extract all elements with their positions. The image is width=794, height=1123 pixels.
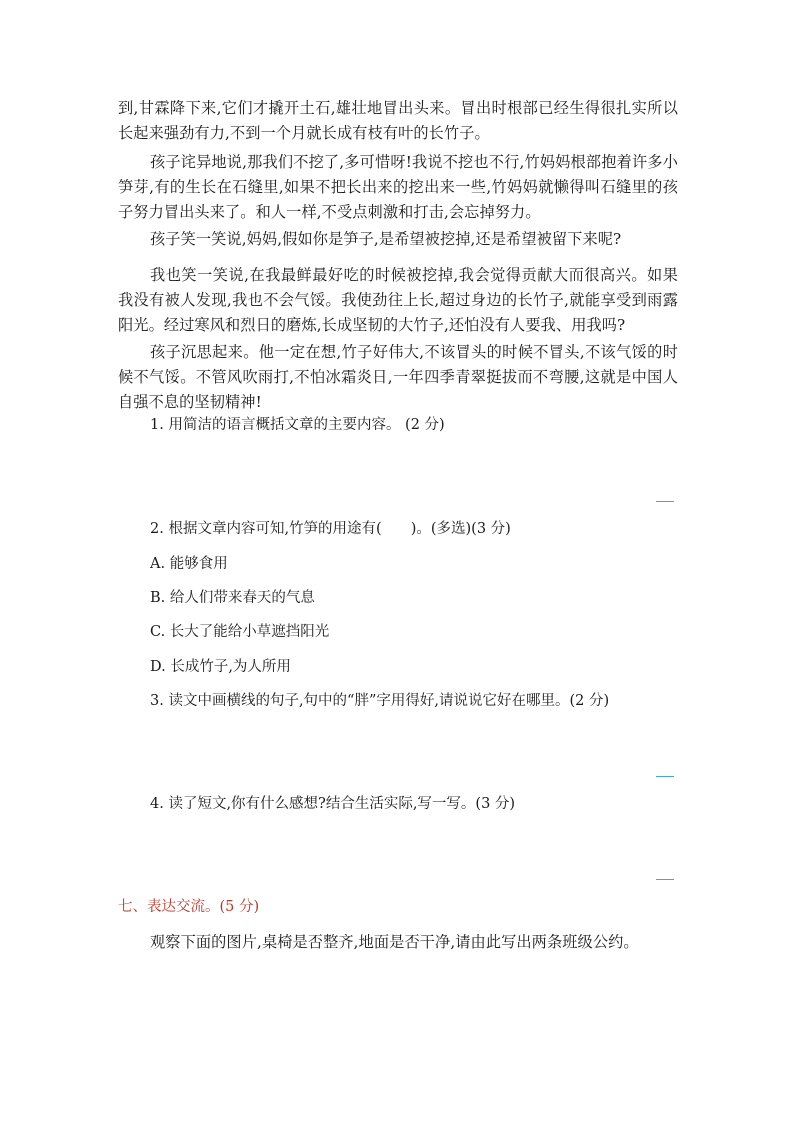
answer-line-3[interactable] bbox=[656, 776, 674, 777]
section-7-prompt: 观察下面的图片,桌椅是否整齐,地面是否干净,请由此写出两条班级公约。 bbox=[150, 933, 639, 951]
question-2: 2. 根据文章内容可知,竹笋的用途有( )。(多选)(3 分) bbox=[150, 521, 511, 537]
question-3: 3. 读文中画横线的句子,句中的“胖”字用得好,请说说它好在哪里。(2 分) bbox=[150, 693, 610, 709]
question-2-option-a[interactable]: A. 能够食用 bbox=[150, 556, 228, 572]
answer-line-4[interactable] bbox=[656, 879, 674, 880]
passage-paragraph-2: 孩子诧异地说,那我们不挖了,多可惜呀!我说不挖也不行,竹妈妈根部抱着许多小笋芽,有的生长在石缝里,如果不把长出来的挖出来一些,竹妈妈就懒得叫石缝里的孩子努力冒出头来了。和人一样,不受点刺激和打击,会忘掉努力。 bbox=[118, 153, 678, 221]
question-2-option-d[interactable]: D. 长成竹子,为人所用 bbox=[150, 659, 291, 675]
passage-paragraph-3: 孩子笑一笑说,妈妈,假如你是笋子,是希望被挖掉,还是希望被留下来呢? bbox=[150, 230, 622, 248]
passage-paragraph-4: 我也笑一笑说,在我最鲜最好吃的时候被挖掉,我会觉得贡献大而很高兴。如果我没有被人发现,我也不会气馁。我使劲往上长,超过身边的长竹子,就能享受到雨露阳光。经过寒风和烈日的磨炼,长成坚韧的大竹子,还怕没有人要我、用我吗? bbox=[118, 266, 678, 334]
passage-paragraph-5: 孩子沉思起来。他一定在想,竹子好伟大,不该冒头的时候不冒头,不该气馁的时候不气馁。不管风吹雨打,不怕冰霜炎日,一年四季青翠挺拔而不弯腰,这就是中国人自强不息的坚韧精神! bbox=[118, 343, 678, 411]
question-2-option-b[interactable]: B. 给人们带来春天的气息 bbox=[150, 590, 315, 606]
question-4: 4. 读了短文,你有什么感想?结合生活实际,写一写。(3 分) bbox=[150, 796, 516, 812]
question-2-option-c[interactable]: C. 长大了能给小草遮挡阳光 bbox=[150, 624, 330, 640]
section-7-title: 七、表达交流。(5 分) bbox=[118, 899, 260, 915]
passage-paragraph-1: 到,甘霖降下来,它们才撬开土石,雄壮地冒出头来。冒出时根部已经生得很扎实所以长起来强劲有力,不到一个月就长成有枝有叶的长竹子。 bbox=[118, 99, 678, 142]
answer-line-1[interactable] bbox=[656, 501, 674, 502]
question-1: 1. 用简洁的语言概括文章的主要内容。 (2 分) bbox=[150, 417, 445, 433]
